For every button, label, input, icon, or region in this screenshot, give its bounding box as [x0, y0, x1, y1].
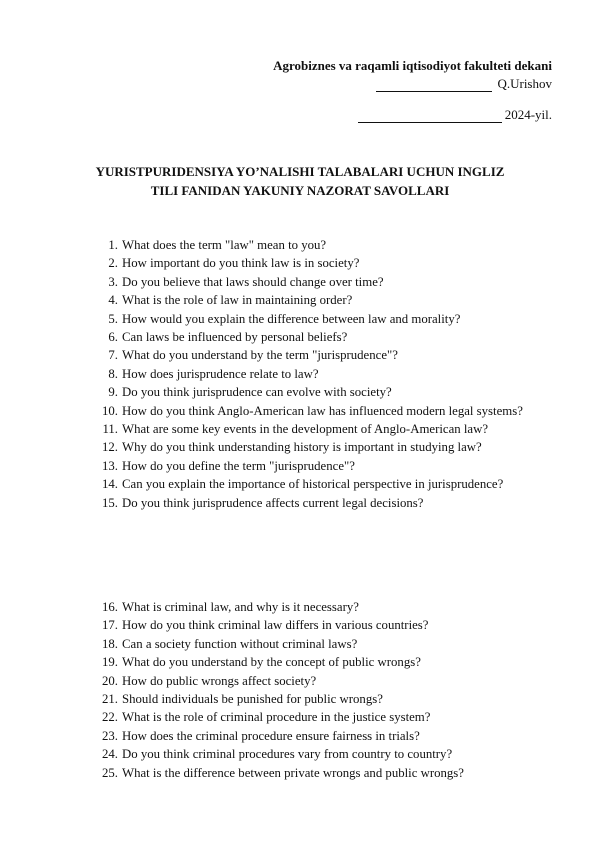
question-number: 4. — [108, 293, 118, 308]
question-number: 10. — [102, 403, 118, 418]
question-number: 14. — [102, 477, 118, 492]
question-item — [0, 635, 542, 653]
question-item — [0, 708, 542, 726]
question-number: 17. — [102, 618, 118, 633]
question-text: How important do you think law is in society? — [122, 256, 360, 271]
question-item — [0, 328, 542, 346]
question-item — [0, 273, 542, 291]
question-text: How do you define the term "jurisprudence"? — [122, 458, 355, 473]
question-text: How would you explain the difference between law and morality? — [122, 311, 461, 326]
question-item — [0, 616, 542, 634]
document-title — [60, 162, 540, 200]
question-number: 3. — [108, 274, 118, 289]
title-line-2: TILI FANIDAN YAKUNIY NAZORAT SAVOLLARI — [150, 183, 450, 198]
question-item — [0, 365, 542, 383]
question-item — [0, 764, 542, 782]
question-item — [0, 745, 542, 763]
question-number: 18. — [102, 636, 118, 651]
question-item — [0, 653, 542, 671]
question-text: What is the difference between private wrongs and public wrongs? — [122, 765, 464, 780]
year-label: 2024-yil. — [504, 107, 552, 122]
question-item — [0, 310, 542, 328]
question-text: What are some key events in the development of Anglo-American law? — [122, 422, 489, 437]
questions-list-part1 — [0, 236, 542, 512]
questions-list-part2 — [0, 598, 542, 782]
question-item — [0, 402, 542, 420]
date-row — [358, 107, 552, 123]
question-number: 15. — [102, 495, 118, 510]
question-item — [0, 236, 542, 254]
question-item — [0, 672, 542, 690]
question-item — [0, 475, 542, 493]
question-number: 11. — [102, 422, 118, 437]
question-text: Do you think criminal procedures vary from country to country? — [122, 747, 453, 762]
question-number: 13. — [102, 458, 118, 473]
question-text: How do you think criminal law differs in various countries? — [122, 618, 429, 633]
question-text: What do you understand by the concept of public wrongs? — [122, 655, 421, 670]
question-text: Should individuals be punished for public wrongs? — [122, 692, 383, 707]
question-number: 6. — [108, 330, 118, 345]
question-number: 16. — [102, 600, 118, 614]
question-text: Can you explain the importance of historical perspective in jurisprudence? — [122, 477, 504, 492]
question-text: What does the term "law" mean to you? — [122, 238, 327, 252]
question-item — [0, 420, 542, 438]
question-number: 9. — [108, 385, 118, 400]
dean-name: Q.Urishov — [497, 76, 552, 91]
question-number: 1. — [108, 238, 118, 252]
question-number: 20. — [102, 673, 118, 688]
title-line-1: YURISTPURIDENSIYA YO’NALISHI TALABALARI UCHUN INGLIZ — [95, 164, 505, 179]
question-text: Can a society function without criminal laws? — [122, 636, 358, 651]
question-item — [0, 383, 542, 401]
faculty-dean-line: Agrobiznes va raqamli iqtisodiyot fakulteti dekani — [273, 58, 552, 73]
dean-signature-row — [376, 76, 552, 92]
question-item — [0, 438, 542, 456]
question-item — [0, 598, 542, 616]
question-number: 5. — [108, 311, 118, 326]
question-number: 7. — [108, 348, 118, 363]
question-item — [0, 254, 542, 272]
question-number: 19. — [102, 655, 118, 670]
question-number: 24. — [102, 747, 118, 762]
question-item — [0, 727, 542, 745]
question-text: Do you believe that laws should change over time? — [122, 274, 384, 289]
question-text: Can laws be influenced by personal beliefs? — [122, 330, 348, 345]
question-item — [0, 457, 542, 475]
date-blank-line — [358, 110, 502, 123]
question-number: 8. — [108, 366, 118, 381]
question-text: How does jurisprudence relate to law? — [122, 366, 319, 381]
question-text: What do you understand by the term "jurisprudence"? — [122, 348, 398, 363]
question-text: How does the criminal procedure ensure fairness in trials? — [122, 728, 420, 743]
question-item — [0, 291, 542, 309]
question-text: How do you think Anglo-American law has influenced modern legal systems? — [122, 403, 523, 418]
question-item — [0, 346, 542, 364]
question-text: Do you think jurisprudence can evolve with society? — [122, 385, 392, 400]
question-item — [0, 494, 542, 512]
question-number: 2. — [108, 256, 118, 271]
question-text: What is criminal law, and why is it necessary? — [122, 600, 359, 614]
question-number: 23. — [102, 728, 118, 743]
question-text: Why do you think understanding history is important in studying law? — [122, 440, 482, 455]
question-text: How do public wrongs affect society? — [122, 673, 317, 688]
question-number: 22. — [102, 710, 118, 725]
question-number: 21. — [102, 692, 118, 707]
question-item — [0, 690, 542, 708]
question-text: What is the role of law in maintaining order? — [122, 293, 353, 308]
question-text: What is the role of criminal procedure in the justice system? — [122, 710, 431, 725]
question-text: Do you think jurisprudence affects current legal decisions? — [122, 495, 424, 510]
signature-blank-line — [376, 79, 492, 92]
question-number: 12. — [102, 440, 118, 455]
question-number: 25. — [102, 765, 118, 780]
